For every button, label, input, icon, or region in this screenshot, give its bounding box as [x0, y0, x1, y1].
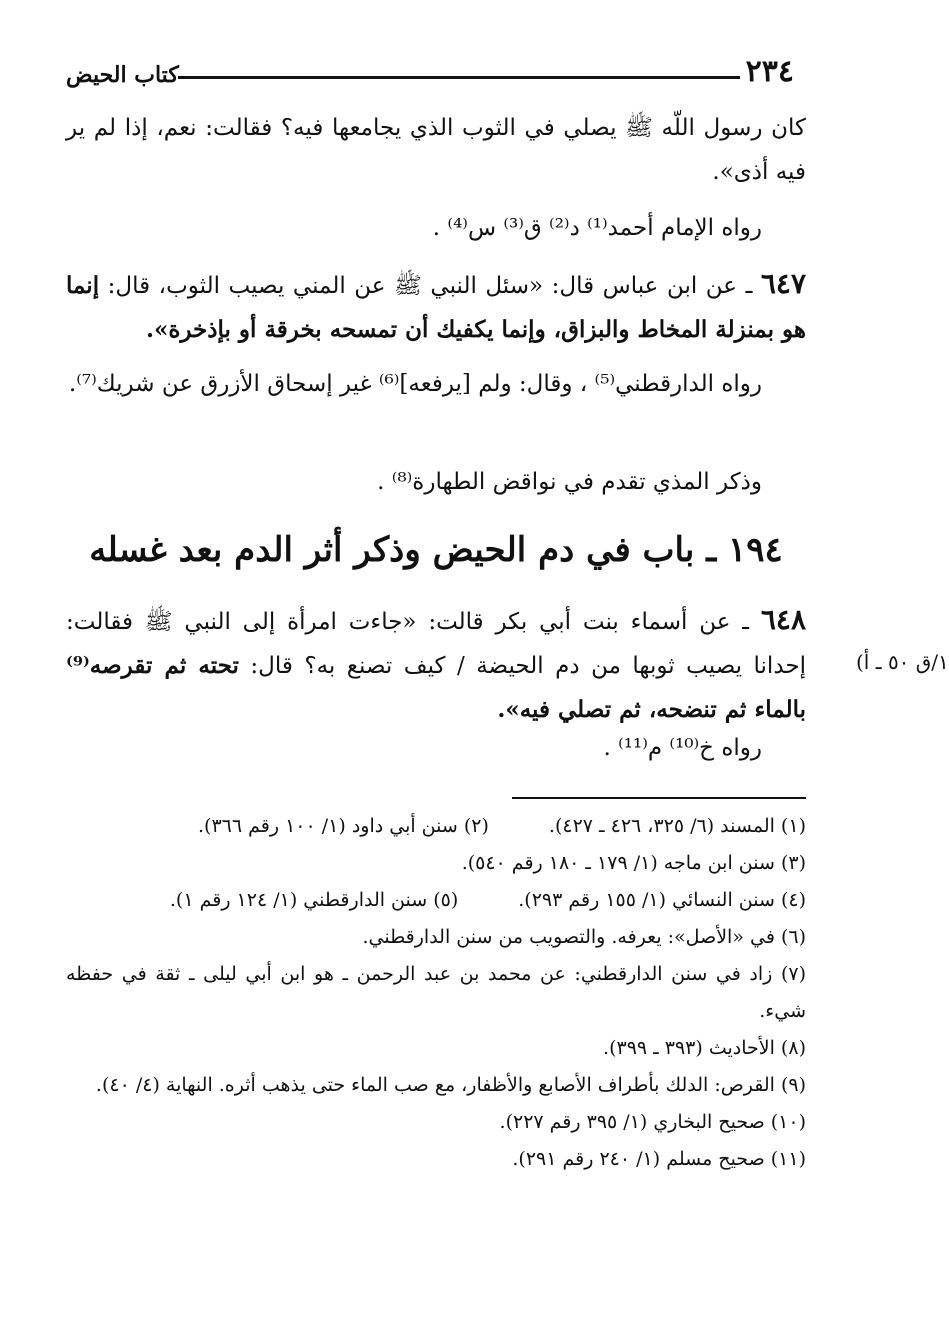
- footnote-7: (٧) زاد في سنن الدارقطني: عن محمد بن عبد الرحمن ـ هو ابن أبي ليلى ـ ثقة في حفظه شيء.: [66, 963, 806, 1022]
- hadith-number-647: ٦٤٧: [760, 267, 806, 300]
- madhi-note-text: وذكر المذي تقدم في نواقض الطهارة⁽⁸⁾ .: [377, 469, 762, 495]
- footnote-5: (٥) سنن الدارقطني (١/ ١٢٤ رقم ١).: [169, 889, 459, 911]
- footnote-10: (١٠) صحيح البخاري (١/ ٣٩٥ رقم ٢٢٧).: [499, 1111, 806, 1133]
- page-number: ٢٣٤: [745, 54, 794, 89]
- hadith-647-quote: إنما هو بمنزلة المخاط والبزاق، وإنما يكفيك أن تمسحه بخرقة أو بإذخرة».: [66, 272, 806, 343]
- footnote-4: (٤) سنن النسائي (١/ ١٥٥ رقم ٢٩٣).: [518, 889, 806, 911]
- manuscript-folio-note: ١/ق ٥٠ ـ أ): [856, 650, 949, 674]
- footnote-11: (١١) صحيح مسلم (١/ ٢٤٠ رقم ٢٩١).: [512, 1148, 806, 1170]
- narration-note-1: [66, 206, 806, 250]
- narration-note-2: [66, 362, 806, 406]
- footnote-row: [66, 882, 806, 919]
- footnote-1: (١) المسند (٦/ ٣٢٥، ٤٢٦ ـ ٤٢٧).: [548, 815, 806, 837]
- footnote-separator: [512, 797, 806, 799]
- hadith-647-text: [66, 262, 806, 352]
- footnote-9: (٩) القرص: الدلك بأطراف الأصابع والأظفار، مع صب الماء حتى يذهب أثره. النهاية (٤/ ٤٠).: [95, 1074, 806, 1096]
- hadith-number-648: ٦٤٨: [760, 603, 806, 636]
- hadith-647: [66, 262, 806, 352]
- narration-note-3: [66, 726, 806, 770]
- narration-text-2: رواه الدارقطني⁽⁵⁾ ، وقال: ولم [يرفعه]⁽⁶⁾ غير إسحاق الأزرق عن شريك⁽⁷⁾.: [68, 371, 762, 397]
- footnote-row: [66, 808, 806, 845]
- header-rule: [178, 76, 740, 79]
- continuation-paragraph: [66, 106, 806, 194]
- hadith-648-text: [66, 598, 806, 732]
- hadith-647-body: ـ عن ابن عباس قال: «سئل النبي ﷺ عن المني يصيب الثوب، قال:: [99, 273, 761, 299]
- footnote-8: (٨) الأحاديث (٣٩٣ ـ ٣٩٩).: [603, 1037, 806, 1059]
- continuation-text: كان رسول اللّه ﷺ يصلي في الثوب الذي يجامعها فيه؟ فقالت: نعم، إذا لم ير فيه أذى».: [66, 115, 806, 185]
- madhi-note: [66, 460, 806, 504]
- footnote-2: (٢) سنن أبي داود (١/ ١٠٠ رقم ٣٦٦).: [198, 815, 489, 837]
- hadith-648-body: ـ عن أسماء بنت أبي بكر قالت: «جاءت امرأة إلى النبي ﷺ فقالت: إحدانا يصيب ثوبها من دم الحيضة / كيف تصنع به؟ قال:: [66, 609, 806, 679]
- page-header: [66, 52, 804, 102]
- chapter-title: كتاب الحيض: [66, 62, 179, 88]
- footnote-6: (٦) في «الأصل»: يعرفه. والتصويب من سنن الدارقطني.: [362, 926, 806, 948]
- hadith-648-quote: تحته ثم تقرصه⁽⁹⁾ بالماء ثم تنضحه، ثم تصلي فيه».: [66, 652, 806, 723]
- footnotes: [66, 808, 806, 1178]
- narration-text-3: رواه خ⁽¹⁰⁾ م⁽¹¹⁾ .: [603, 735, 762, 761]
- section-heading: ١٩٤ ـ باب في دم الحيض وذكر أثر الدم بعد غسله: [89, 530, 783, 570]
- footnote-3: (٣) سنن ابن ماجه (١/ ١٧٩ ـ ١٨٠ رقم ٥٤٠).: [461, 852, 806, 874]
- narration-text-1: رواه الإمام أحمد⁽¹⁾ د⁽²⁾ ق⁽³⁾ س⁽⁴⁾ .: [432, 215, 762, 241]
- hadith-648: [66, 598, 806, 732]
